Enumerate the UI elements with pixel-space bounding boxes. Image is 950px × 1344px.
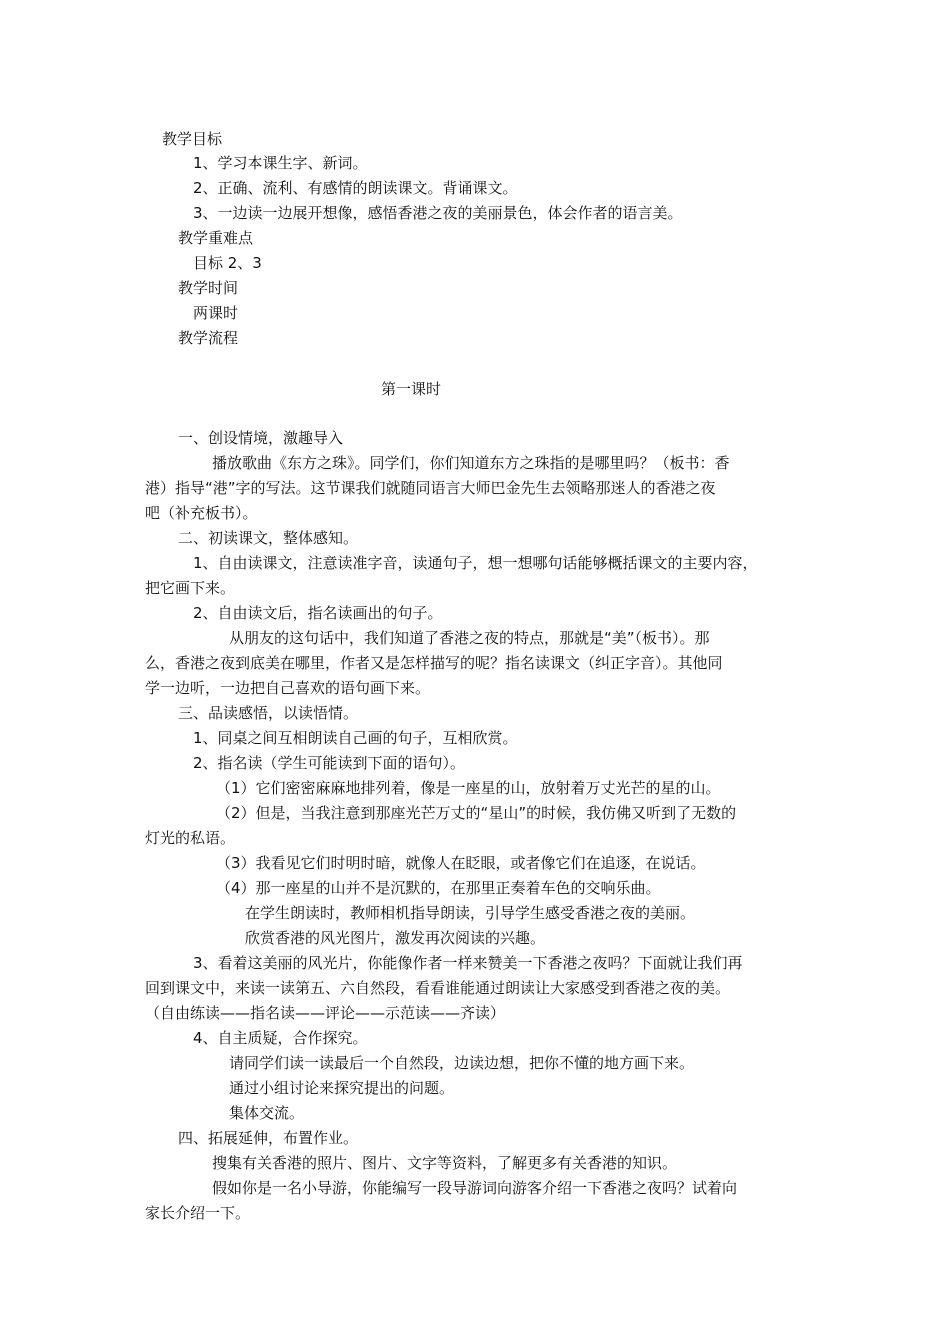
lesson-title: 第一课时: [381, 380, 442, 398]
paragraph-line: 家长介绍一下。: [145, 1204, 251, 1222]
paragraph-line: 把它画下来。: [145, 579, 236, 597]
paragraph-line: （自由练读——指名读——评论——示范读——齐读）: [145, 1004, 506, 1022]
paragraph-line: 么，香港之夜到底美在哪里，作者又是怎样描写的呢？指名读课文（纠正字音）。其他同: [145, 654, 723, 672]
goal-item: 1、学习本课生字、新词。: [193, 154, 368, 172]
teaching-time-text: 两课时: [193, 304, 239, 322]
paragraph-line: 港）指导“港”字的写法。这节课我们就随同语言大师巴金先生去领略那迷人的香港之夜: [145, 479, 716, 497]
paragraph-line: 3、看着这美丽的风光片，你能像作者一样来赞美一下香港之夜吗？下面就让我们再: [193, 954, 743, 972]
paragraph-line: 假如你是一名小导游，你能编写一段导游词向游客介绍一下香港之夜吗？试着向: [212, 1179, 738, 1197]
paragraph-line: 4、自主质疑，合作探究。: [193, 1029, 368, 1047]
paragraph-line: 请同学们读一读最后一个自然段，边读边想，把你不懂的地方画下来。: [229, 1054, 695, 1072]
goal-item: 2、正确、流利、有感情的朗读课文。背诵课文。: [193, 179, 518, 197]
quote-line: （2）但是，当我注意到那座光芒万丈的“星山”的时候，我仿佛又听到了无数的: [216, 804, 737, 822]
section-heading: 四、拓展延伸，布置作业。: [178, 1129, 359, 1147]
paragraph-line: 学一边听，一边把自己喜欢的语句画下来。: [145, 679, 431, 697]
quote-line: 灯光的私语。: [145, 829, 236, 847]
quote-line: （4）那一座星的山并不是沉默的，在那里正奏着车色的交响乐曲。: [216, 879, 661, 897]
paragraph-line: 从朋友的这句话中，我们知道了香港之夜的特点，那就是“美”（板书）。那: [229, 629, 710, 647]
paragraph-line: 2、自由读文后，指名读画出的句子。: [193, 604, 443, 622]
heading-teaching-time: 教学时间: [178, 279, 239, 297]
quote-line: （1）它们密密麻麻地排列着，像是一座星的山，放射着万丈光芒的星的山。: [216, 779, 721, 797]
section-heading: 二、初读课文，整体感知。: [178, 529, 359, 547]
paragraph-line: 回到课文中，来读一读第五、六自然段，看看谁能通过朗读让大家感受到香港之夜的美。: [145, 979, 731, 997]
heading-key-points: 教学重难点: [178, 229, 254, 247]
paragraph-line: 1、同桌之间互相朗读自己画的句子，互相欣赏。: [193, 729, 518, 747]
goal-item: 3、一边读一边展开想像，感悟香港之夜的美丽景色，体会作者的语言美。: [193, 204, 683, 222]
paragraph-line: 吧（补充板书）。: [145, 504, 258, 522]
section-heading: 三、品读感悟，以读悟情。: [178, 704, 359, 722]
paragraph-line: 在学生朗读时，教师相机指导朗读，引导学生感受香港之夜的美丽。: [245, 904, 696, 922]
paragraph-line: 1、自由读课文，注意读准字音，读通句子，想一想哪句话能够概括课文的主要内容，: [193, 554, 758, 572]
key-points-text: 目标 2、3: [193, 254, 262, 272]
paragraph-line: 搜集有关香港的照片、图片、文字等资料，了解更多有关香港的知识。: [212, 1154, 678, 1172]
heading-teaching-goals: 教学目标: [162, 130, 223, 148]
paragraph-line: 播放歌曲《东方之珠》。同学们，你们知道东方之珠指的是哪里吗？（板书：香: [212, 454, 730, 472]
section-heading: 一、创设情境，激趣导入: [178, 429, 344, 447]
paragraph-line: 通过小组讨论来探究提出的问题。: [229, 1079, 455, 1097]
paragraph-line: 欣赏香港的风光图片，激发再次阅读的兴趣。: [245, 929, 546, 947]
heading-teaching-process: 教学流程: [178, 329, 239, 347]
paragraph-line: 集体交流。: [229, 1104, 305, 1122]
quote-line: （3）我看见它们时明时暗，就像人在眨眼，或者像它们在追逐，在说话。: [216, 854, 706, 872]
paragraph-line: 2、指名读（学生可能读到下面的语句）。: [193, 754, 466, 772]
